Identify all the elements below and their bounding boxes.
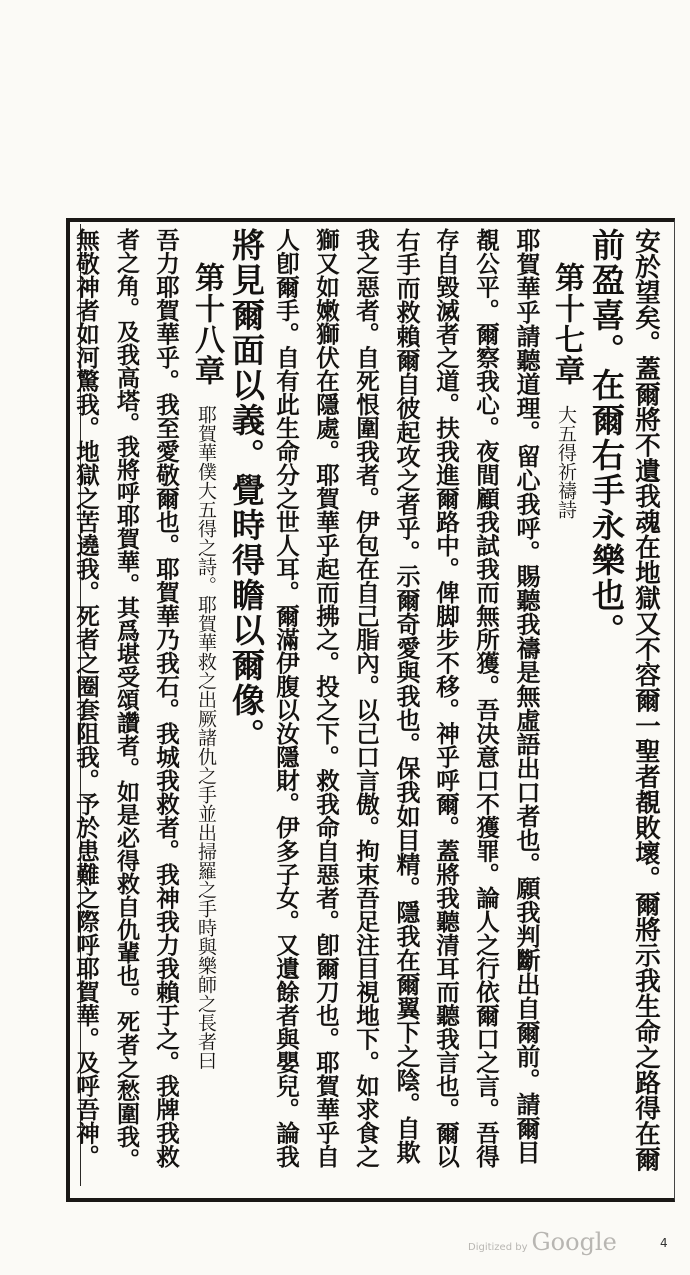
text-column: 安於望矣。蓋爾將不遺我魂在地獄又不容爾一聖者覩敗壞。爾將示我生命之路得在爾	[631, 228, 661, 1172]
chapter-number: 第十七章	[549, 262, 584, 386]
text-column: 將見爾面以義。覺時得瞻以爾像。	[227, 228, 266, 753]
text-column: 耶賀華乎請聽道理。留心我呼。賜聽我禱是無虛語出口者也。願我判斷出自爾前。請爾目	[512, 228, 541, 1164]
text-column: 覩公平。爾察我心。夜間顧我試我而無所獲。吾决意口不獲罪。論人之行依爾口之言。吾得	[472, 228, 500, 1168]
text-column: 右手而救賴爾自彼起攻之者乎。示爾奇愛與我也。保我如目精。隱我在爾翼下之陰。自欺	[392, 228, 421, 1164]
text-column: 人卽爾手。自有此生命分之世人耳。爾滿伊腹以汝隱財。伊多子女。又遺餘者與嬰兒。論我	[272, 228, 300, 1168]
text-column: 吾力耶賀華乎。我至愛敬爾也。耶賀華乃我石。我城我救者。我神我力我賴于之。我牌我救	[152, 228, 180, 1168]
chapter-heading	[546, 228, 586, 519]
text-column: 獅又如嫩獅伏在隱處。耶賀華乎起而拂之。投之下。救我命自惡者。卽爾刀也。耶賀華乎自	[312, 228, 340, 1168]
chapter-number: 第十八章	[189, 262, 224, 386]
text-column: 我之惡者。自死恨圍我者。伊包在自己脂內。以己口言傲。拘束吾足注目視地下。如求食之	[352, 228, 380, 1168]
chapter-subtitle: 耶賀華僕大五得之詩。耶賀華救之出厥諸仇之手並出掃羅之手時與樂師之長者曰	[195, 405, 217, 1071]
text-column: 者之角。及我高塔。我將呼耶賀華。其爲堪受頌讚者。如是必得救自仇輩也。死者之愁圍我。	[113, 228, 140, 1171]
google-logo: Google	[531, 1228, 617, 1256]
text-column: 存自毀滅者之道。扶我進爾路中。俾脚步不移。神乎呼爾。蓋將我聽清耳而聽我言也。爾以	[432, 228, 460, 1168]
text-block	[72, 228, 666, 1186]
text-column: 前盈喜。在爾右手永樂也。	[587, 228, 626, 648]
text-column: 無敬神者如河驚我。地獄之苦遶我。死者之圈套阻我。予於患難之際呼耶賀華。及呼吾神。	[72, 228, 100, 1168]
chapter-subtitle: 大五得祈禱詩	[555, 405, 577, 520]
chapter-heading	[186, 228, 226, 1070]
corner-mark: 4	[660, 1236, 668, 1250]
watermark-small-text: Digitized by	[468, 1242, 528, 1253]
google-watermark	[468, 1228, 617, 1256]
